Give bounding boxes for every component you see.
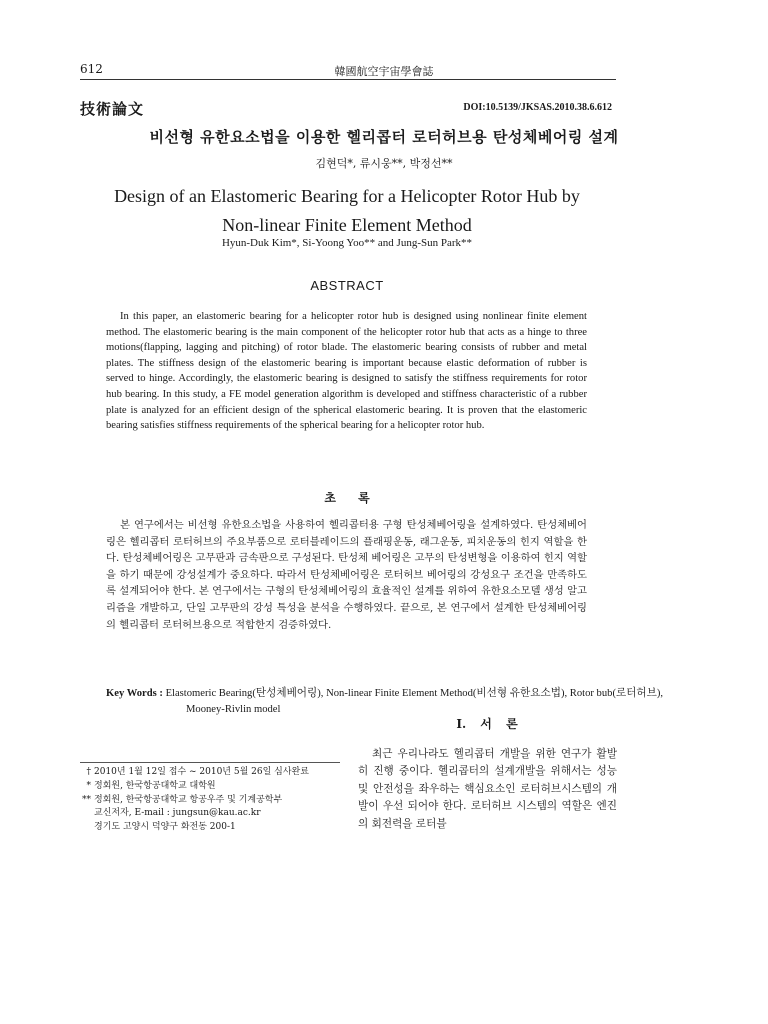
title-english [0, 182, 694, 240]
section-tag: 技術論文 [80, 100, 145, 118]
abstract-text: In this paper, an elastomeric bearing for a helicopter rotor hub is designed using nonlinear finite element method. The elastomeric bearing is the main component of the helicopter rotor hub that acts as a hinge to three motions(flapping, lagging and pitching) of rotor blade. The elastomeric bearing consists of rubber and metal plates. The stiffness design of the elastomeric bearing is important because elastic deformation of rubber is served to hinge. Accordingly, the elastomeric bearing is designed to satisfy the stiffness requirements for rotor hub bearing. In this study, a FE model generation algorithm is developed and stiffness characteristic of a rubber plate is analyzed for an efficient design of the spherical elastomeric bearing. It is proven that the elastomeric bearing satisfies stiffness requirements of the spherical bearing for a helicopter rotor hub. [106, 311, 587, 432]
title-english-line2: Non-linear Finite Element Method [222, 215, 472, 235]
introduction-text: 최근 우리나라도 헬리콥터 개발을 위한 연구가 활발히 진행 중이다. 헬리콥터의 설계개발을 위해서는 성능 및 안전성을 좌우하는 핵심요소인 로터허브시스템의 개발이 우선 되어야 한다. 로터허브 시스템의 역할은 엔진의 회전력을 로터블 [358, 748, 617, 830]
abstract-heading: ABSTRACT [310, 278, 384, 293]
footnote-author2 [80, 794, 350, 808]
keywords-text: Elastomeric Bearing(탄성체베어링), Non-linear Finite Element Method(비선형 유한요소법), Rotor bub(로터허브), Mooney-Rivlin model [165, 688, 664, 715]
footnote-text: 정회원, 한국항공대학교 대학원 [94, 780, 216, 791]
authors-english: Hyun-Duk Kim*, Si-Yoong Yoo** and Jung-Sun Park** [221, 237, 473, 249]
footnote-rule [80, 762, 340, 763]
authors-korean: 김현덕*, 류시웅**, 박정선** [315, 157, 453, 170]
title-korean: 비선형 유한요소법을 이용한 헬리콥터 로터허브용 탄성체베어링 설계 [149, 128, 619, 146]
footnote-address: 경기도 고양시 덕양구 화전동 200-1 [94, 822, 236, 833]
korean-abstract-heading: 초 록 [324, 491, 370, 505]
footnote-mark: † [86, 767, 91, 777]
title-english-line1: Design of an Elastomeric Bearing for a Helicopter Rotor Hub by [114, 186, 580, 206]
journal-name: 韓國航空宇宙學會誌 [334, 65, 434, 78]
footnote-author1 [80, 780, 350, 794]
doi: DOI:10.5139/JKSAS.2010.38.6.612 [463, 102, 612, 113]
keywords [106, 686, 667, 718]
footnote-corresponding: 교신저자, E-mail : jungsun@kau.ac.kr [94, 808, 261, 819]
footnote-text: 정회원, 한국항공대학교 항공우주 및 기계공학부 [94, 794, 283, 805]
footnote-received [80, 766, 350, 780]
footnote-text: 2010년 1월 12일 접수 ~ 2010년 5월 26일 심사완료 [94, 767, 309, 777]
korean-abstract-text: 본 연구에서는 비선형 유한요소법을 사용하여 헬리콥터용 구형 탄성체베어링을 설계하였다. 탄성체베어링은 헬리콥터 로터허브의 주요부품으로 로터블레이드의 플래핑운동, 래그운동, 피치운동의 힌지 역할을 한다. 탄성체베어링은 고무판과 금속판으로 구성된다. 탄성체 베어링은 고무의 탄성변형을 이용하여 힌지 역할을 하기 때문에 강성설계가 중요하다. 따라서 탄성체베어링은 로터허브 베어링의 강성요구 조건을 만족하도록 설계되어야 한다. 본 연구에서는 구형의 탄성체베어링의 효율적인 설계를 위하여 유한요소모델 생성 알고리즘을 개발하고, 단일 고무판의 강성 특성을 분석을 수행하였다. 끝으로, 본 연구에서 설계한 탄성체베어링의 헬리콥터 로터허브용으로 적합한지 검증하였다. [106, 519, 587, 631]
keywords-label: Key Words : [106, 688, 163, 699]
introduction-heading: Ⅰ. 서 론 [456, 717, 518, 731]
footnote-mark: * [86, 780, 91, 791]
page-number: 612 [80, 62, 103, 76]
footnote-mark: ** [82, 794, 91, 805]
footnotes [80, 766, 350, 835]
header-rule [80, 79, 616, 80]
